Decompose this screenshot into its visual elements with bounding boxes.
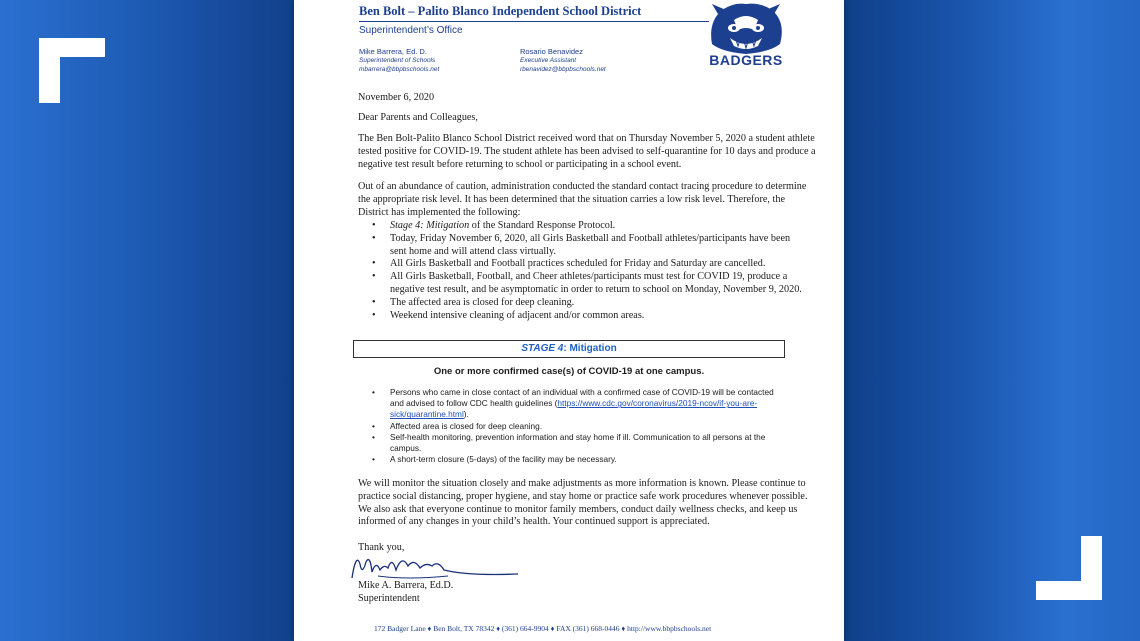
stage-box <box>353 340 785 358</box>
list-item <box>358 258 806 271</box>
superintendent-contact <box>359 47 439 74</box>
signer-title: Superintendent <box>358 593 420 604</box>
list-item-text: The affected area is closed for deep cleaning. <box>390 296 575 308</box>
superintendent-name: Mike Barrera, Ed. D. <box>359 47 427 56</box>
office-name: Superintendent’s Office <box>359 25 463 36</box>
paragraph-1: The Ben Bolt-Palito Blanco School District received word that on Thursday November 5, 2020 a student athlete tested positive for COVID-19. The student athlete has been advised to self-quarantine for 10 days and produce a negative test result before returning to school or participating in a school event. <box>358 133 816 170</box>
salutation: Dear Parents and Colleagues, <box>358 112 478 123</box>
list-item <box>358 220 806 233</box>
letter-date: November 6, 2020 <box>358 92 435 103</box>
superintendent-title: Superintendent of Schools <box>359 57 436 64</box>
assistant-email: rbenavidez@bbpbschools.net <box>520 66 606 73</box>
list-item-text: All Girls Basketball, Football, and Cheer athletes/participants must test for COVID 19, produce a negative test result, and be asymptomatic in order to return to school on Monday, November 9, 2020. <box>390 271 802 295</box>
closing: Thank you, <box>358 542 405 553</box>
list-item <box>358 454 774 465</box>
list-item-text: of the Standard Response Protocol. <box>469 220 616 231</box>
letterhead-rule <box>359 21 709 22</box>
letter-document <box>294 0 844 641</box>
district-name: Ben Bolt – Palito Blanco Independent School District <box>359 4 642 18</box>
list-item <box>358 297 806 310</box>
list-item <box>358 387 774 421</box>
list-item-text: All Girls Basketball and Football practices scheduled for Friday and Saturday are cancelled. <box>390 258 766 270</box>
stage-reference: Stage 4: Mitigation <box>390 220 470 231</box>
paragraph-2: Out of an abundance of caution, administration conducted the standard contact tracing procedure to determine the appropriate risk level. It has been determined that the situation carries a low risk level. Therefore, the District has implemented the following: <box>358 181 807 218</box>
cdc-link[interactable]: https://www.cdc.gov/coronavirus/2019-ncov/if-you-are-sick/quarantine.html <box>390 398 758 420</box>
stage-list <box>358 387 774 465</box>
list-item-text: Persons who came in close contact of an individual with a confirmed case of COVID-19 will be contacted and advised to follow CDC health guidelines ( <box>390 387 774 409</box>
list-item-text: A short-term closure (5-days) of the facility may be necessary. <box>390 454 617 465</box>
list-item <box>358 233 806 259</box>
list-item <box>358 432 774 454</box>
list-item <box>358 421 774 432</box>
assistant-title: Executive Assistant <box>520 57 577 64</box>
list-item-text: Today, Friday November 6, 2020, all Girls Basketball and Football athletes/participants have been sent home and will attend class virtually. <box>390 232 791 257</box>
assistant-name: Rosario Benavidez <box>520 47 583 56</box>
signer-name: Mike A. Barrera, Ed.D. <box>358 580 454 591</box>
footer-address: 172 Badger Lane ♦ Ben Bolt, TX 78342 ♦ (361) 664-9904 ♦ FAX (361) 668-0446 ♦ http://www.bbpbschools.net <box>374 624 712 633</box>
list-item-text: ). <box>463 409 469 420</box>
measures-list <box>358 220 806 322</box>
list-item <box>358 310 806 323</box>
stage-heading: One or more confirmed case(s) of COVID-19 at one campus. <box>433 366 705 377</box>
list-item-text: Self-health monitoring, prevention information and stay home if ill. Communication to all persons at the campus. <box>390 431 766 454</box>
stage-box-label: STAGE 4 <box>521 343 564 354</box>
stage-box-title: : Mitigation <box>563 343 617 354</box>
list-item-text: Affected area is closed for deep cleaning. <box>390 420 543 431</box>
assistant-contact <box>520 47 606 74</box>
mascot-wordmark: BADGERS <box>709 52 783 68</box>
superintendent-email: mbarrera@bbpbschools.net <box>359 66 440 73</box>
paragraph-3: We will monitor the situation closely and make adjustments as more information is known. Please continue to practice social distancing, proper hygiene, and stay home or practice safe work procedures whenever possible. We also ask that everyone continue to monitor family members, conduct daily wellness checks, and keep us informed of any changes in your child’s health. Your continued support is appreciated. <box>358 478 808 528</box>
list-item-text: Weekend intensive cleaning of adjacent and/or common areas. <box>390 309 645 321</box>
list-item <box>358 271 806 297</box>
